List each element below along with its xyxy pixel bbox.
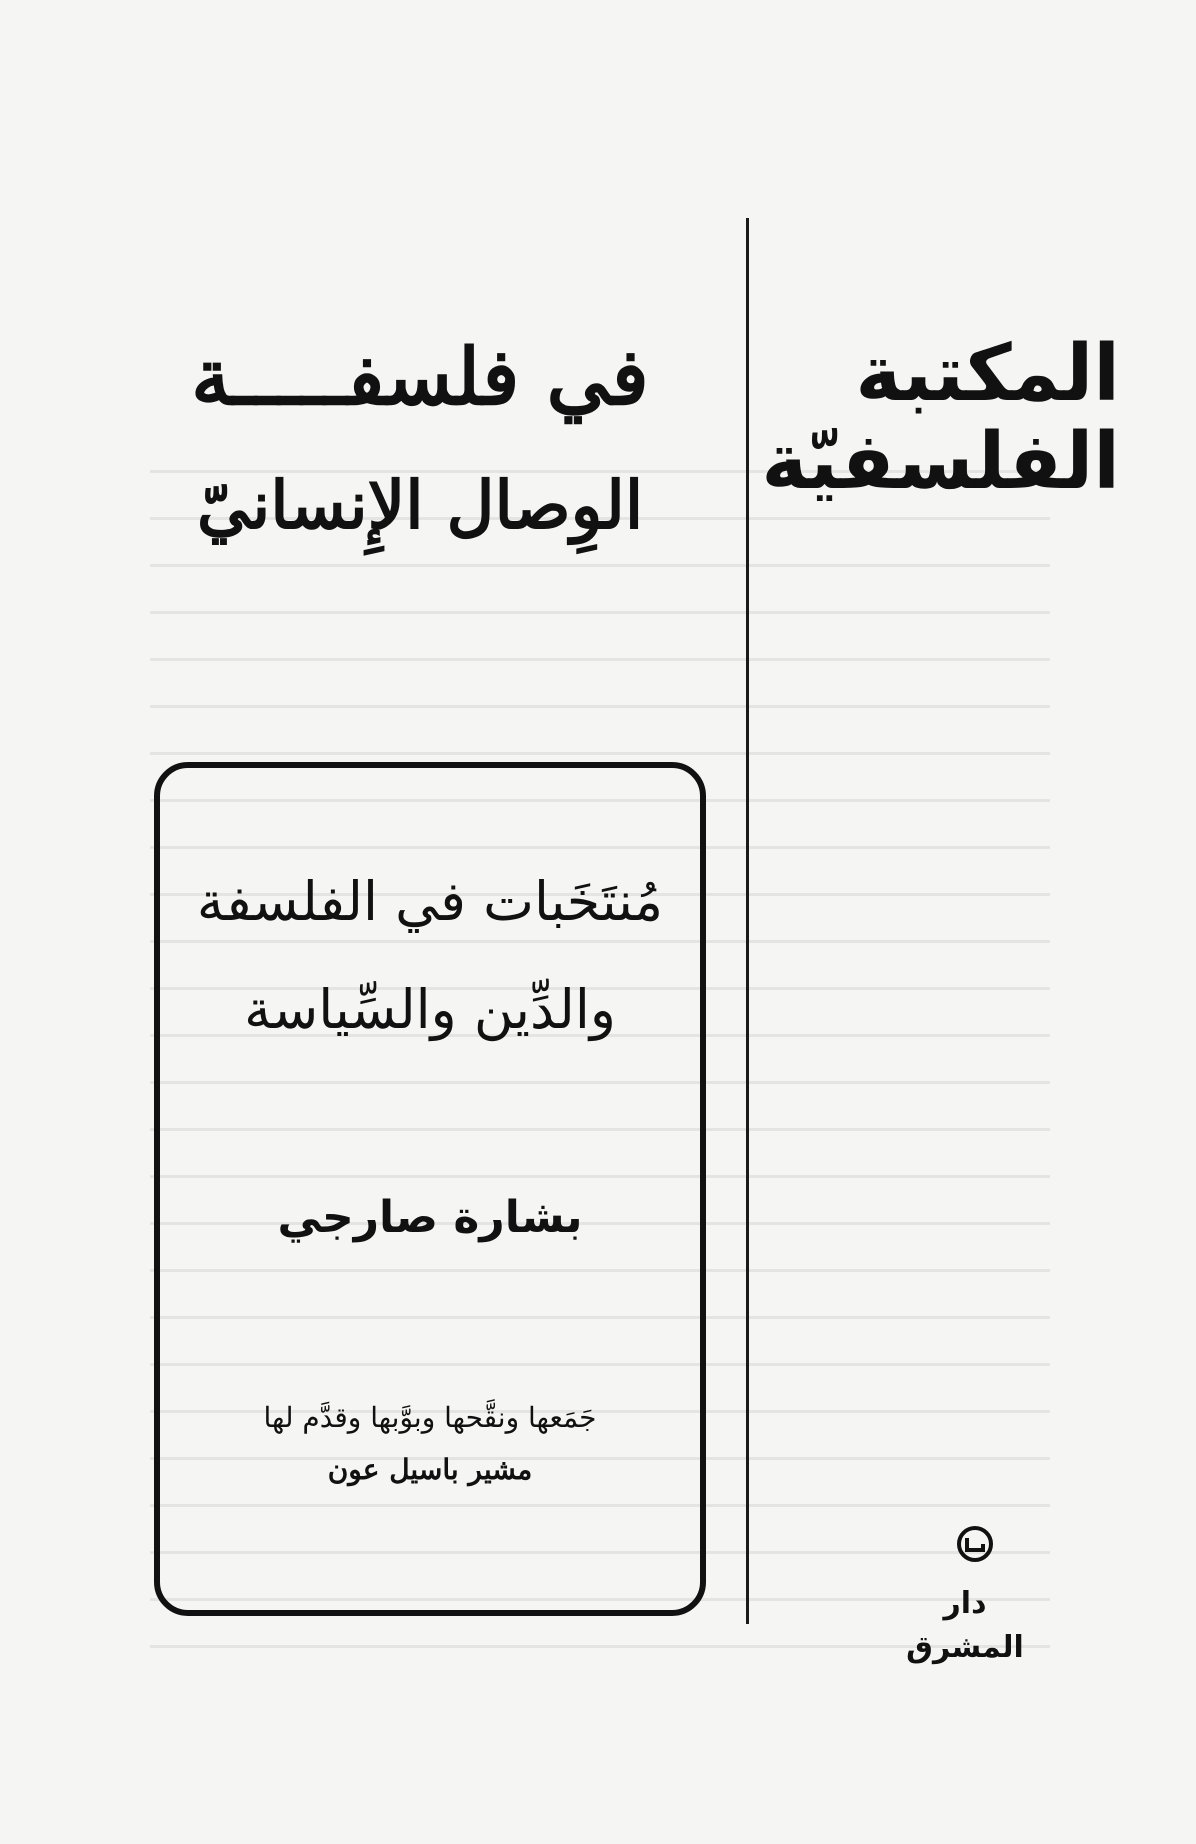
series-logo-line-2: الفلسفيّة <box>761 417 1120 507</box>
editor-name: مشير باسيل عون <box>327 1453 533 1486</box>
subtitle-line-2: والدِّين والسِّياسة <box>244 978 616 1041</box>
series-logo <box>761 329 1120 507</box>
vertical-divider <box>746 218 749 1624</box>
editor-credit-line: جَمَعها ونقَّحها وبوَّبها وقدَّم لها <box>263 1401 597 1434</box>
series-logo-line-1: المكتبة <box>855 329 1120 419</box>
publisher-name: دار المشرق <box>906 1586 1024 1665</box>
book-title-line-1: في فلسفـــــة <box>191 332 649 423</box>
subtitle-line-1: مُنتَخَبات في الفلسفة <box>196 870 664 933</box>
author-name: بشارة صارجي <box>277 1192 583 1243</box>
publisher-logo-icon <box>955 1524 995 1564</box>
book-title-line-2: الوِصال الإِنسانيّ <box>196 466 644 544</box>
